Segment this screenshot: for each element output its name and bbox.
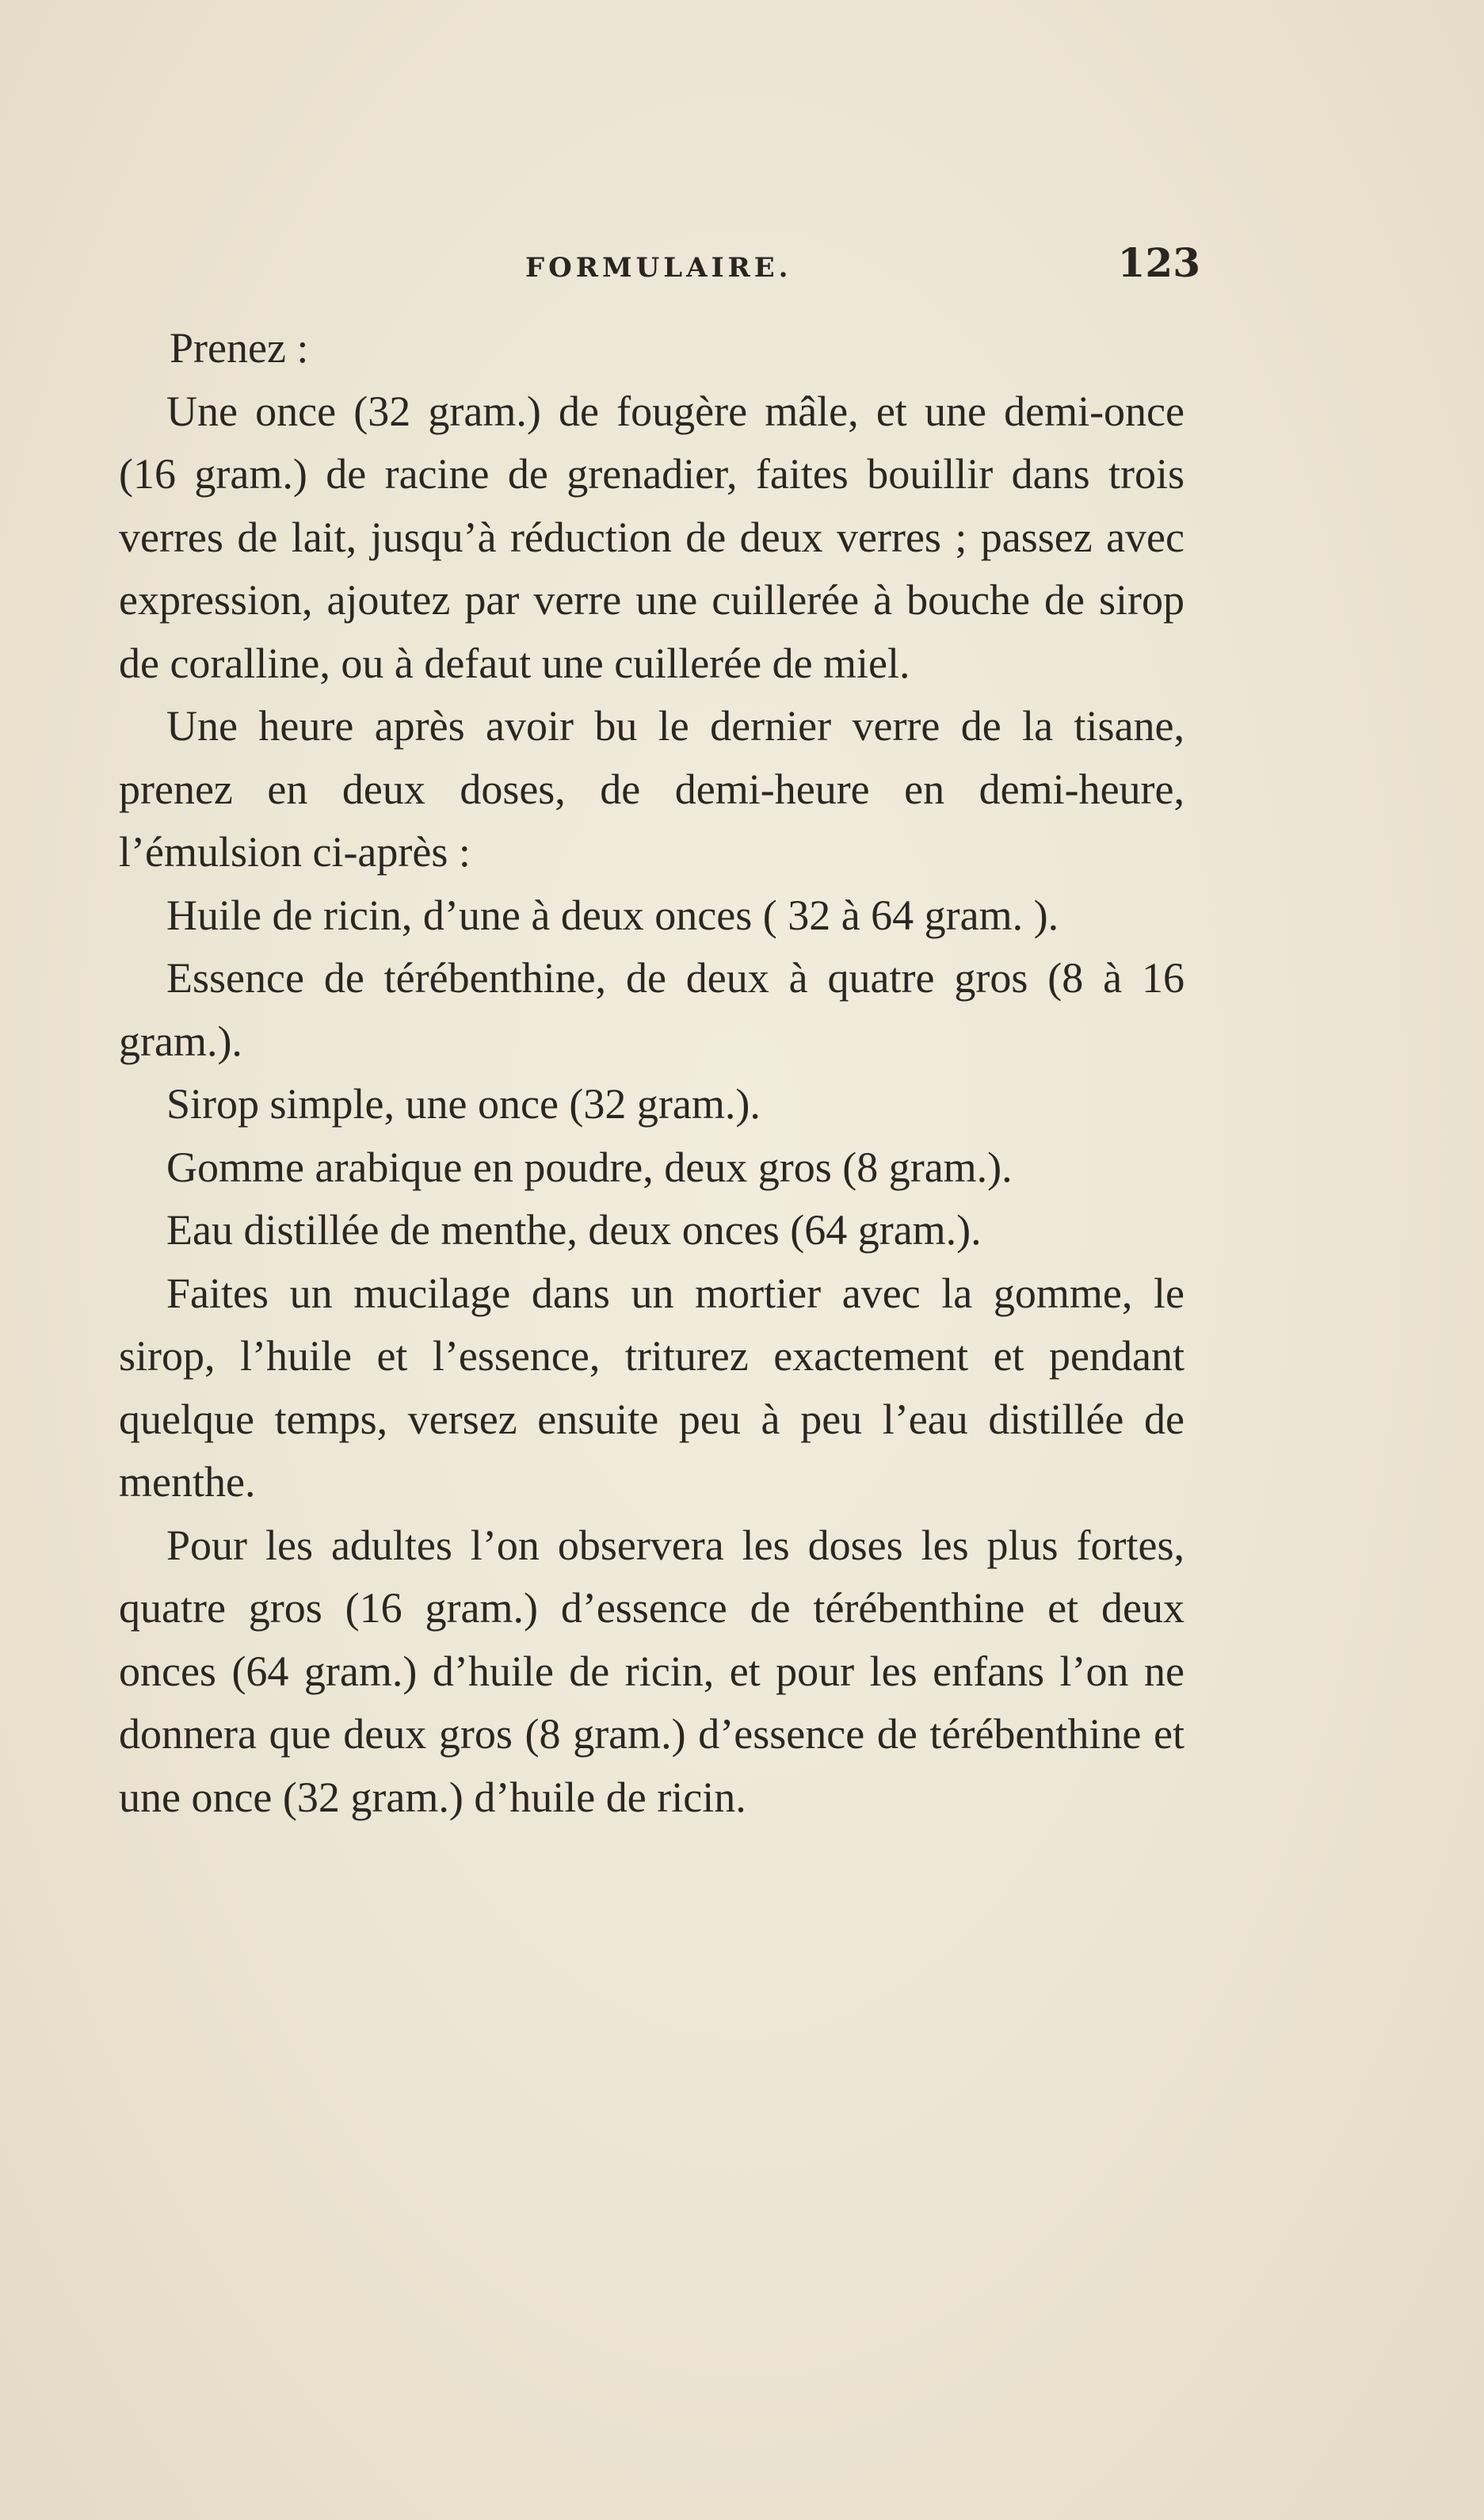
ingredient-essence-terebenthine: Essence de térébenthine, de deux à quatre gros (8 à 16 gram.). — [119, 954, 1185, 1065]
ingredient-eau-distillee: Eau distillée de menthe, deux onces (64 gram.). — [166, 1206, 982, 1254]
page-number: 123 — [1117, 239, 1200, 286]
paragraph-dosage: Pour les adultes l’on observera les doses les plus fortes, quatre gros (16 gram.) d’essence de térébenthine et deux onces (64 gram.) d’huile de ricin, et pour les enfans l’on ne donnera que deux gros (8 gram.) d’essence de térébenthine et une once (32 gram.) d’huile de ricin. — [119, 1521, 1185, 1821]
running-head-title: FORMULAIRE. — [525, 252, 792, 284]
body-text — [119, 317, 1185, 1829]
running-head — [119, 235, 1200, 298]
paragraph-emulsion-intro: Une heure après avoir bu le dernier verre de la tisane, prenez en deux doses, de demi-heure en demi-heure, l’émulsion ci-après : — [119, 702, 1185, 876]
ingredient-sirop-simple: Sirop simple, une once (32 gram.). — [166, 1080, 761, 1128]
paragraph-preparation: Faites un mucilage dans un mortier avec la gomme, le sirop, l’huile et l’essence, triturez exactement et pendant quelque temps, versez ensuite peu à peu l’eau distillée de menthe. — [119, 1269, 1185, 1506]
paragraph-decoction: Une once (32 gram.) de fougère mâle, et une demi-once (16 gram.) de racine de grenadier, faites bouillir dans trois verres de lait, jusqu’à réduction de deux verres ; passez avec expression, ajoutez par verre une cuillerée à bouche de sirop de coralline, ou à defaut une cuillerée de miel. — [119, 387, 1185, 687]
paragraph-prenez: Prenez : — [170, 324, 309, 372]
ingredient-gomme-arabique: Gomme arabique en poudre, deux gros (8 gram.). — [166, 1143, 1013, 1191]
ingredient-huile-de-ricin: Huile de ricin, d’une à deux onces ( 32 à 64 gram. ). — [166, 891, 1059, 939]
